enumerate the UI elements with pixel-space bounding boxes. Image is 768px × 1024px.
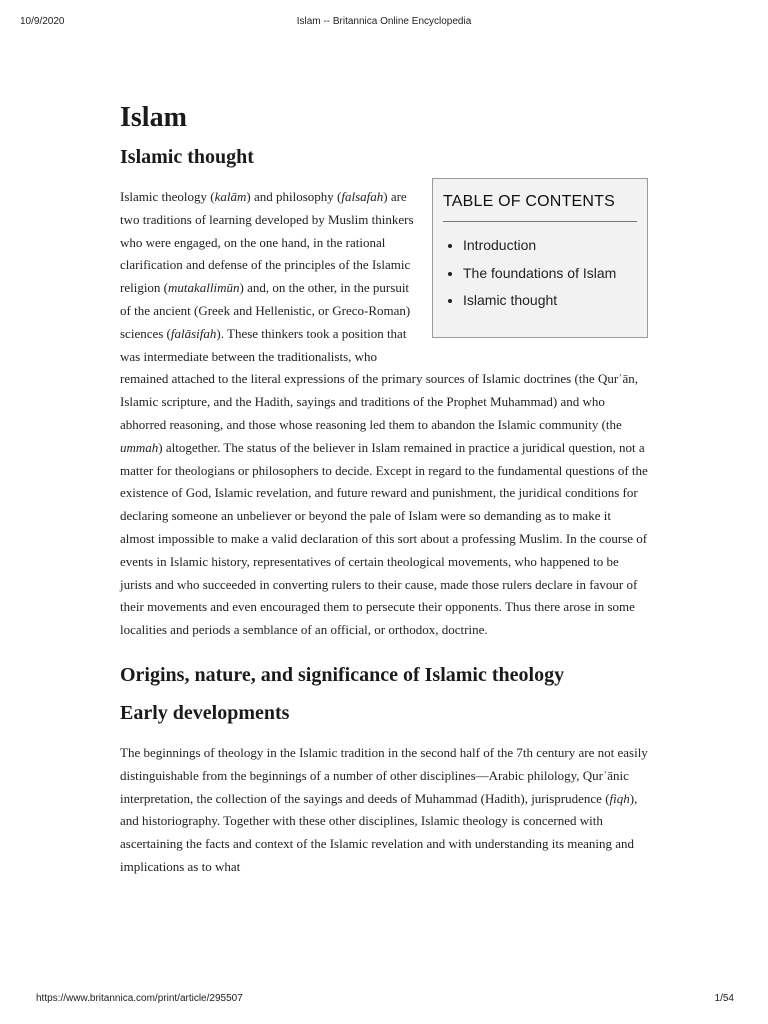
toc-item-islamic-thought[interactable]: • Islamic thought	[463, 287, 637, 315]
toc-heading: TABLE OF CONTENTS	[443, 193, 637, 222]
print-footer	[0, 993, 768, 1007]
page-number: 1/54	[714, 993, 734, 1004]
section-heading-origins: Origins, nature, and significance of Islamic theology	[120, 663, 565, 686]
early-developments-paragraph: The beginnings of theology in the Islamic tradition in the second half of the 7th century are not easily distinguishable from the beginnings of a number of other disciplines—Arabic philology, Qurʾānic interpretation, the collection of the sayings and deeds of Muhammad (Hadith), jurisprudence (fiqh), and historiography. Together with these other disciplines, Islamic theology is concerned with ascertaining the facts and context of the Islamic revelation and with understanding its meaning and implications as to what	[120, 744, 648, 874]
toc-item-introduction[interactable]: • Introduction	[463, 232, 637, 260]
italic-term: kalām	[214, 189, 247, 204]
print-document-title: Islam -- Britannica Online Encyclopedia	[296, 16, 472, 27]
italic-term: falsafah	[341, 189, 384, 204]
article-title: Islam	[120, 102, 187, 133]
italic-term: ummah	[120, 439, 159, 455]
print-header	[0, 16, 768, 30]
section-heading-islamic-thought: Islamic thought	[120, 146, 254, 168]
italic-term: mutakallimūn	[168, 280, 240, 296]
section-heading-early-developments: Early developments	[120, 701, 290, 724]
italic-term: fiqh	[609, 790, 630, 806]
print-date: 10/9/2020	[20, 16, 65, 27]
toc-list	[443, 232, 637, 315]
intro-paragraph: Islamic theology (kalām) and philosophy (falsafah) are two traditions of learning developed by Muslim thinkers who were engaged, on the one hand, in the rational clarification and defense of the principles of the Islamic religion (mutakallimūn) and, on the other, in the pursuit of the ancient (Greek and Hellenistic, or Greco-Roman) sciences (falāsifah). These thinkers took a position that was intermediate between the traditionalists, who remained attached to the literal expressions of the primary sources of Islamic doctrines (the Qurʾān, Islamic scripture, and the Hadith, sayings and traditions of the Prophet Muhammad) and who abhorred reasoning, and those whose reasoning led them to abandon the Islamic community (the ummah) altogether. The status of the believer in Islam remained in practice a juridical question, not a matter for theologians or philosophers to decide. Except in regard to the fundamental questions of the existence of God, Islamic revelation, and future reward and punishment, the juridical conditions for declaring someone an unbeliever or beyond the pale of Islam were so demanding as to make it almost impossible to make a valid declaration of this sort about a professing Muslim. In the course of events in Islamic history, representatives of certain theological movements, who happened to be jurists and who succeeded in converting rulers to their cause, made those rulers declare in favour of their movements and even encouraged them to persecute their opponents. Thus there arose in some localities and periods a semblance of an official, or orthodox, doctrine.	[120, 189, 648, 638]
table-of-contents	[432, 178, 648, 338]
article-content	[120, 96, 648, 879]
toc-item-foundations-of-islam[interactable]: • The foundations of Islam	[463, 260, 637, 288]
print-url: https://www.britannica.com/print/article/295507	[36, 993, 243, 1004]
italic-term: falāsifah	[170, 325, 217, 341]
